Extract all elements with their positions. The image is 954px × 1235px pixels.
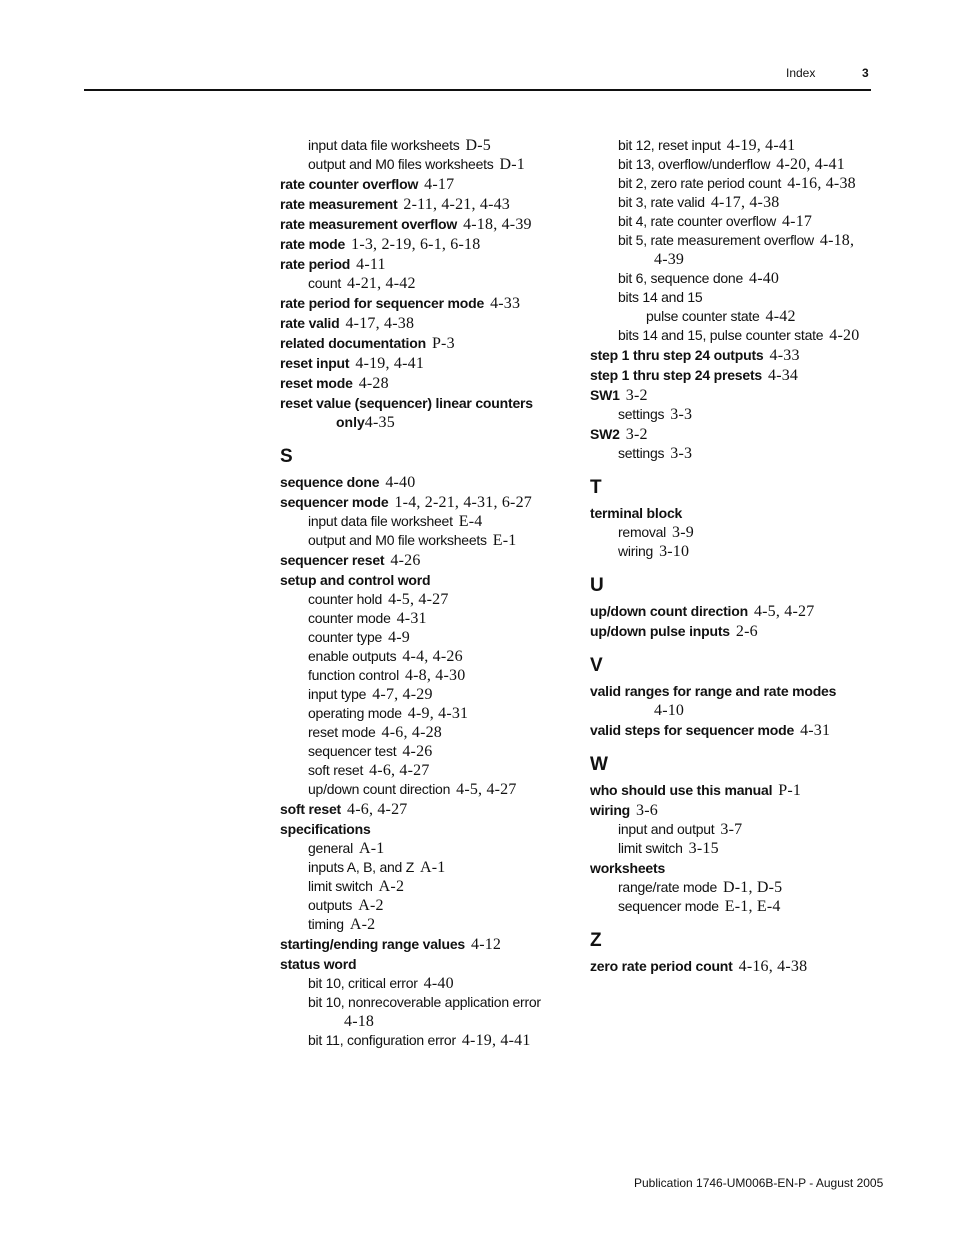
index-entry [280,313,580,333]
entry-term: reset mode [308,724,376,740]
entry-page-refs: P-3 [431,335,455,352]
entry-term: step 1 thru step 24 presets [590,367,762,383]
section-letter-text: S [280,446,293,467]
entry-page-refs: 4-6, 4-28 [381,724,443,741]
index-subentry [280,993,580,1012]
index-subentry [280,136,580,155]
entry-term: counter type [308,629,383,645]
entry-page-refs: 4-8, 4-30 [404,667,466,684]
entry-page-refs: 4-5, 4-27 [753,603,815,620]
index-subentry [280,858,580,877]
section-letter-text: W [590,754,608,775]
entry-term: bits 14 and 15 [618,289,703,305]
index-subentry [590,193,880,212]
entry-page-refs: 4-33 [769,347,800,364]
entry-term: valid ranges for range and rate modes [590,683,837,699]
entry-term: input type [308,686,367,702]
entry-page-refs: A-1 [420,859,446,876]
index-entry [590,858,880,878]
entry-term: setup and control word [280,572,431,588]
entry-page-refs: 4-9, 4-31 [407,705,469,722]
entry-term: specifications [280,821,371,837]
index-entry [280,254,580,274]
entry-page-refs: 4-6, 4-27 [347,801,408,818]
entry-term: counter mode [308,610,391,626]
entry-term: bit 13, overflow/underflow [618,156,771,172]
entry-term: general [308,840,353,856]
entry-page-refs: 4-33 [490,295,521,312]
entry-page-refs: D-1, D-5 [722,879,783,896]
index-subentry [280,1031,580,1050]
entry-term: terminal block [590,505,683,521]
entry-page-refs: 3-3 [670,406,693,423]
index-column-left [280,136,580,1050]
entry-term: rate period for sequencer mode [280,295,485,311]
entry-page-refs: 1-3, 2-19, 6-1, 6-18 [351,236,481,253]
entry-term: rate measurement [280,196,398,212]
entry-page-refs: 4-16, 4-38 [787,175,856,192]
entry-page-refs: 4-17, 4-38 [345,315,415,332]
index-entry [280,353,580,373]
page-footer: Publication 1746-UM006B-EN-P - August 2005 [634,1176,884,1190]
entry-term: status word [280,956,357,972]
index-entry [280,954,580,974]
index-entry [280,214,580,234]
entry-page-refs: 4-42 [765,308,796,325]
index-continuation [590,250,880,269]
entry-page-refs: 4-18 [344,1013,375,1030]
entry-page-refs: 4-40 [423,975,454,992]
index-section-letter [590,573,880,599]
index-entry [590,720,880,740]
entry-page-refs: 3-2 [625,387,648,404]
entry-term: outputs [308,897,353,913]
entry-page-refs: 4-19, 4-41 [726,137,796,154]
entry-term: limit switch [618,840,683,856]
index-entry [590,621,880,641]
entry-term: bit 5, rate measurement overflow [618,232,814,248]
section-letter-text: Z [590,930,602,951]
entry-term: function control [308,667,399,683]
index-entry [280,570,580,590]
entry-term: input data file worksheet [308,513,453,529]
index-subentry [280,780,580,799]
entry-term: limit switch [308,878,373,894]
entry-page-refs: 2-11, 4-21, 4-43 [403,196,511,213]
index-entry [280,799,580,819]
entry-page-refs: 4-5, 4-27 [456,781,517,798]
index-subentry [280,839,580,858]
entry-page-refs: 4-18, 4-39 [463,216,532,233]
entry-page-refs: D-1 [499,156,525,173]
entry-page-refs: 4-11 [356,256,386,273]
index-subentry [280,274,580,293]
index-subentry [280,761,580,780]
index-subentry [280,666,580,685]
entry-term: sequencer test [308,743,397,759]
entry-term: sequencer mode [280,494,389,510]
entry-term: removal [618,524,667,540]
index-subentry [590,231,880,250]
entry-term: soft reset [308,762,364,778]
entry-term: counter hold [308,591,383,607]
entry-page-refs: A-2 [349,916,376,933]
index-continuation [280,1012,580,1031]
entry-page-refs: 4-21, 4-42 [347,275,416,292]
index-entry [280,293,580,313]
index-subentry [280,723,580,742]
entry-page-refs: E-4 [458,513,483,530]
index-subentry [280,512,580,531]
entry-term: input and output [618,821,715,837]
entry-term: bits 14 and 15, pulse counter state [618,327,824,343]
index-subentry [280,590,580,609]
header-rule [84,89,871,91]
entry-term: up/down pulse inputs [590,623,730,639]
index-section-letter [590,752,880,778]
index-subentry [590,897,880,916]
index-entry [590,503,880,523]
index-continuation [590,701,880,720]
entry-term: settings [618,406,665,422]
entry-term: bit 6, sequence done [618,270,743,286]
index-continuation [280,413,580,432]
index-entry [280,373,580,393]
index-subentry [590,839,880,858]
entry-page-refs: 4-19, 4-41 [461,1032,531,1049]
entry-page-refs: A-2 [358,897,384,914]
entry-page-refs: 2-6 [735,623,758,640]
index-section-letter [280,444,580,470]
entry-page-refs: 4-19, 4-41 [355,355,425,372]
entry-term: valid steps for sequencer mode [590,722,795,738]
entry-term: rate valid [280,315,340,331]
index-subentry [280,628,580,647]
index-entry [590,345,880,365]
entry-term: bit 12, reset input [618,137,721,153]
index-entry [280,934,580,954]
entry-page-refs: 3-10 [659,543,690,560]
index-subentry [280,742,580,761]
index-subentry [280,704,580,723]
index-subentry [280,609,580,628]
entry-page-refs: 3-7 [720,821,743,838]
entry-page-refs: 4-34 [768,367,799,384]
entry-page-refs: 3-3 [670,445,693,462]
entry-page-refs: 4-18, [819,232,855,249]
entry-page-refs: 4-39 [654,251,685,268]
index-subentry [280,531,580,550]
entry-term: rate period [280,256,351,272]
index-entry [280,492,580,512]
entry-page-refs: 4-17, 4-38 [710,194,780,211]
entry-page-refs: 3-2 [625,426,648,443]
index-entry [590,424,880,444]
entry-term: output and M0 file worksheets [308,532,487,548]
index-subentry [590,405,880,424]
entry-term: SW1 [590,387,620,403]
header-section-title: Index [786,66,816,80]
entry-term: bit 10, nonrecoverable application error [308,994,541,1010]
entry-term: count [308,275,341,291]
entry-page-refs: D-5 [465,137,491,154]
index-entry [280,393,580,413]
index-subentry [590,542,880,561]
index-subentry [280,915,580,934]
entry-page-refs: 4-31 [800,722,831,739]
entry-term: worksheets [590,860,666,876]
entry-term: bit 11, configuration error [308,1032,456,1048]
entry-page-refs: 1-4, 2-21, 4-31, 6-27 [394,494,532,511]
entry-page-refs: 4-26 [390,552,421,569]
entry-term: bit 10, critical error [308,975,418,991]
entry-term: input data file worksheets [308,137,460,153]
entry-page-refs: 4-40 [385,474,416,491]
entry-term: bit 2, zero rate period count [618,175,782,191]
index-section-letter [590,928,880,954]
index-subentry [280,877,580,896]
index-subentry [590,820,880,839]
entry-term: bit 4, rate counter overflow [618,213,776,229]
entry-term: only [336,414,365,430]
entry-term: up/down count direction [308,781,451,797]
index-entry [590,956,880,976]
index-subentry [590,288,880,307]
index-entry [280,234,580,254]
entry-term: starting/ending range values [280,936,465,952]
entry-term: rate counter overflow [280,176,419,192]
index-entry [590,800,880,820]
entry-page-refs: 4-7, 4-29 [372,686,433,703]
entry-page-refs: A-1 [358,840,385,857]
index-subentry [590,136,880,155]
entry-page-refs: 4-20 [829,327,860,344]
entry-page-refs: 4-20, 4-41 [776,156,845,173]
entry-page-refs: 4-28 [358,375,389,392]
entry-term: timing [308,916,344,932]
entry-page-refs: 4-9 [388,629,410,646]
entry-page-refs: E-1 [492,532,517,549]
index-entry [590,681,880,701]
entry-term: who should use this manual [590,782,773,798]
entry-term: reset value (sequencer) linear counters [280,395,533,411]
entry-term: up/down count direction [590,603,748,619]
index-subentry [280,155,580,174]
entry-term: output and M0 files worksheets [308,156,494,172]
entry-term: SW2 [590,426,620,442]
entry-term: step 1 thru step 24 outputs [590,347,764,363]
index-subentry [590,212,880,231]
entry-page-refs: 4-16, 4-38 [738,958,808,975]
index-entry [590,365,880,385]
index-subentry [590,444,880,463]
index-subentry [590,269,880,288]
entry-term: reset mode [280,375,353,391]
index-subentry [590,326,880,345]
entry-page-refs: P-1 [778,782,802,799]
entry-term: rate measurement overflow [280,216,458,232]
index-entry [280,472,580,492]
index-subentry [280,974,580,993]
entry-page-refs: 4-12 [471,936,502,953]
entry-term: bit 3, rate valid [618,194,705,210]
index-subsubentry [590,307,880,326]
entry-page-refs: 3-15 [688,840,719,857]
entry-term: operating mode [308,705,402,721]
index-subentry [280,647,580,666]
entry-term: sequencer mode [618,898,719,914]
entry-term: soft reset [280,801,342,817]
entry-term: range/rate mode [618,879,717,895]
index-subentry [280,896,580,915]
index-entry [280,333,580,353]
entry-page-refs: 4-40 [749,270,780,287]
entry-term: enable outputs [308,648,397,664]
section-letter-text: V [590,655,603,676]
entry-page-refs: A-2 [378,878,405,895]
index-entry [590,385,880,405]
index-column-right [590,136,880,976]
entry-term: inputs A, B, and Z [308,859,415,875]
page-header [0,66,954,86]
entry-page-refs: 4-4, 4-26 [402,648,463,665]
entry-page-refs: 4-35 [364,414,395,431]
index-subentry [590,155,880,174]
entry-term: related documentation [280,335,426,351]
entry-page-refs: 4-17 [424,176,455,193]
entry-term: wiring [590,802,631,818]
index-subentry [590,878,880,897]
entry-term: reset input [280,355,350,371]
index-entry [590,601,880,621]
entry-page-refs: 4-31 [396,610,427,627]
index-subentry [280,685,580,704]
entry-page-refs: 4-5, 4-27 [388,591,449,608]
index-section-letter [590,653,880,679]
entry-term: pulse counter state [646,308,760,324]
entry-page-refs: 3-9 [672,524,694,541]
section-letter-text: U [590,575,604,596]
entry-term: zero rate period count [590,958,733,974]
entry-term: wiring [618,543,654,559]
entry-page-refs: E-1, E-4 [724,898,781,915]
index-entry [280,194,580,214]
entry-term: sequencer reset [280,552,385,568]
index-subentry [590,523,880,542]
index-subentry [590,174,880,193]
index-entry [280,819,580,839]
index-entry [590,780,880,800]
section-letter-text: T [590,477,602,498]
entry-term: rate mode [280,236,346,252]
index-section-letter [590,475,880,501]
entry-term: settings [618,445,665,461]
entry-page-refs: 4-10 [654,702,685,719]
entry-term: sequence done [280,474,380,490]
header-page-number: 3 [862,66,869,80]
entry-page-refs: 4-6, 4-27 [369,762,430,779]
entry-page-refs: 3-6 [636,802,658,819]
index-entry [280,550,580,570]
entry-page-refs: 4-17 [781,213,813,230]
index-entry [280,174,580,194]
entry-page-refs: 4-26 [402,743,433,760]
